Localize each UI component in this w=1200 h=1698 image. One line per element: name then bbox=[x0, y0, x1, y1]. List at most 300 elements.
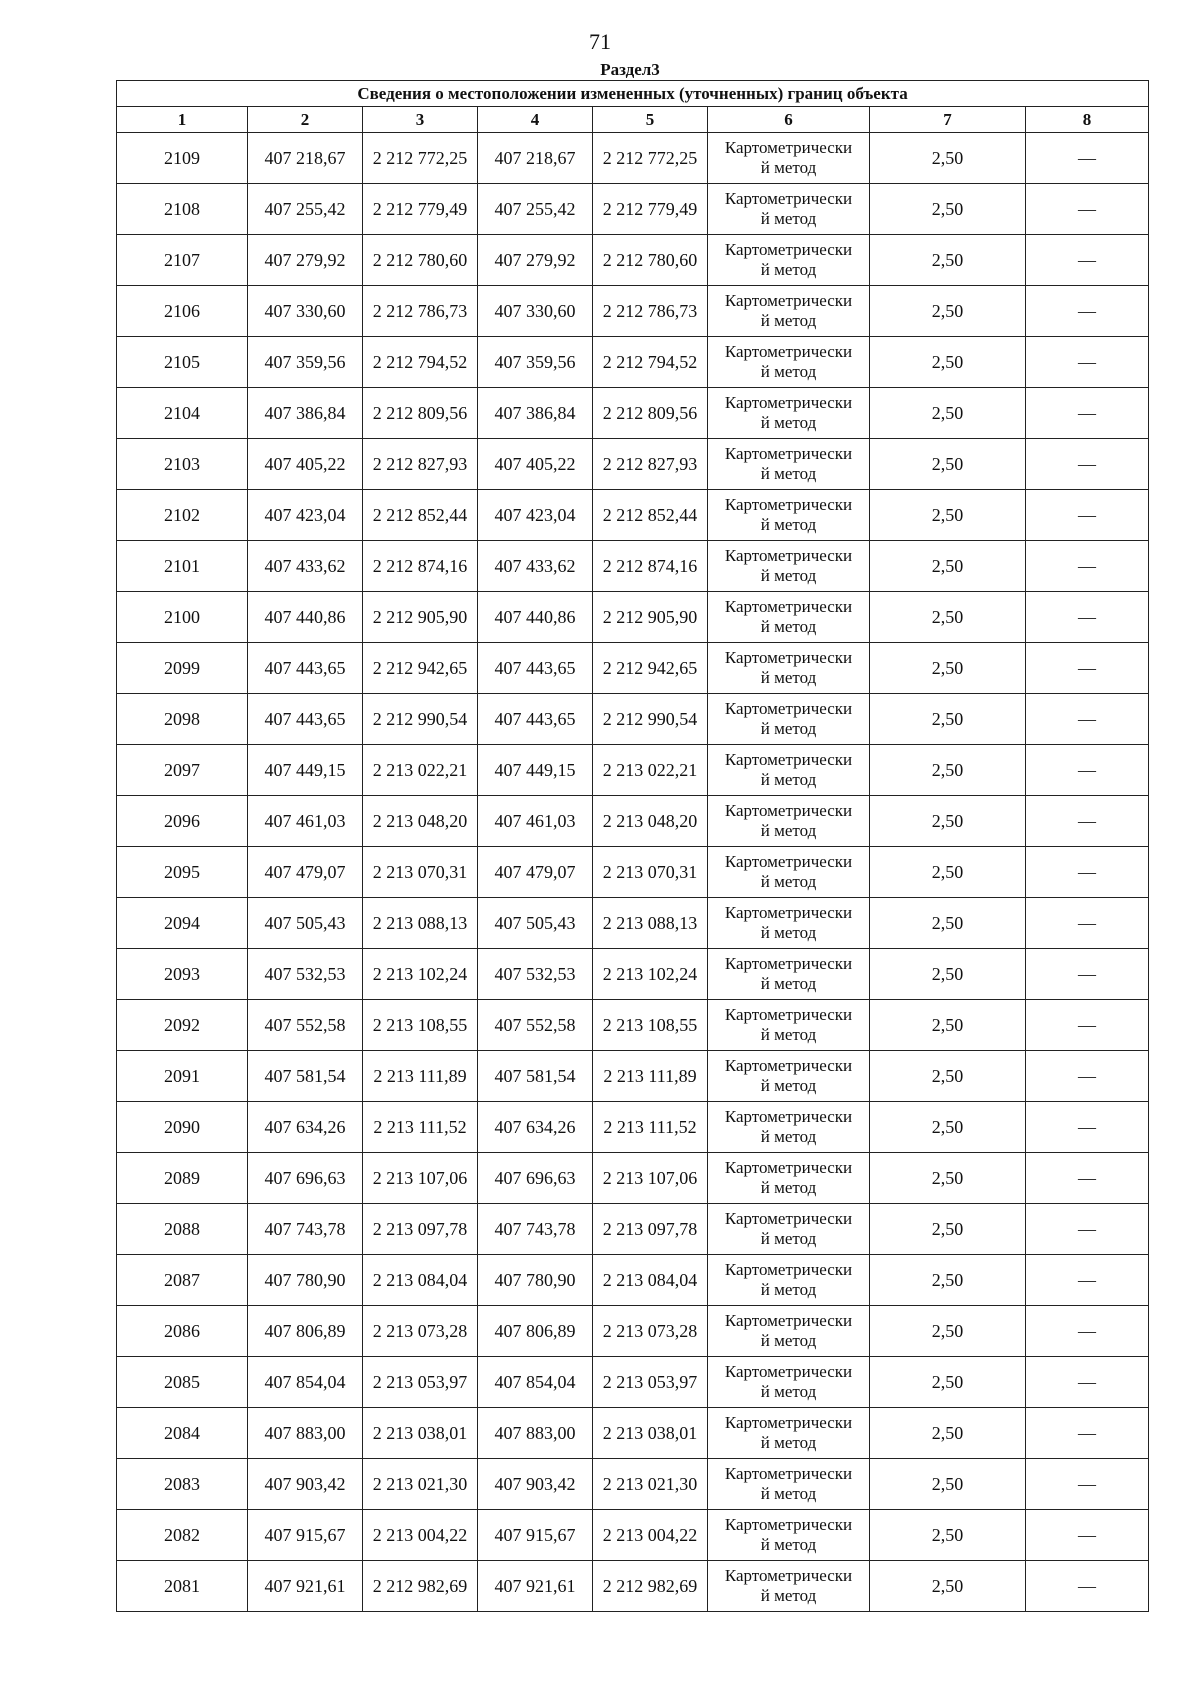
accuracy-cell: 2,50 bbox=[870, 184, 1026, 235]
y-existing-cell: 2 213 070,31 bbox=[363, 847, 478, 898]
x-existing-cell: 407 440,86 bbox=[248, 592, 363, 643]
table-row bbox=[117, 694, 1149, 745]
x-existing-cell: 407 903,42 bbox=[248, 1459, 363, 1510]
method-cell bbox=[708, 1408, 870, 1459]
method-cell bbox=[708, 847, 870, 898]
y-existing-cell: 2 212 772,25 bbox=[363, 133, 478, 184]
method-text-line2: й метод bbox=[760, 1586, 817, 1605]
table-row bbox=[117, 286, 1149, 337]
method-cell bbox=[708, 133, 870, 184]
y-refined-cell: 2 212 827,93 bbox=[593, 439, 708, 490]
method-text-line1: Картометрически bbox=[724, 1005, 853, 1024]
table-row bbox=[117, 1459, 1149, 1510]
note-cell: — bbox=[1026, 1408, 1149, 1459]
note-cell: — bbox=[1026, 439, 1149, 490]
x-refined-cell: 407 532,53 bbox=[478, 949, 593, 1000]
x-refined-cell: 407 279,92 bbox=[478, 235, 593, 286]
note-cell: — bbox=[1026, 337, 1149, 388]
method-text-line2: й метод bbox=[760, 464, 817, 483]
y-refined-cell: 2 213 048,20 bbox=[593, 796, 708, 847]
y-refined-cell: 2 213 070,31 bbox=[593, 847, 708, 898]
x-refined-cell: 407 386,84 bbox=[478, 388, 593, 439]
x-refined-cell: 407 581,54 bbox=[478, 1051, 593, 1102]
method-text-line1: Картометрически bbox=[724, 1107, 853, 1126]
x-existing-cell: 407 386,84 bbox=[248, 388, 363, 439]
accuracy-cell: 2,50 bbox=[870, 1102, 1026, 1153]
y-refined-cell: 2 213 021,30 bbox=[593, 1459, 708, 1510]
y-existing-cell: 2 212 780,60 bbox=[363, 235, 478, 286]
y-existing-cell: 2 212 794,52 bbox=[363, 337, 478, 388]
y-refined-cell: 2 212 874,16 bbox=[593, 541, 708, 592]
accuracy-cell: 2,50 bbox=[870, 286, 1026, 337]
method-cell bbox=[708, 1255, 870, 1306]
y-refined-cell: 2 212 779,49 bbox=[593, 184, 708, 235]
note-cell: — bbox=[1026, 1102, 1149, 1153]
point-cell: 2099 bbox=[117, 643, 248, 694]
x-refined-cell: 407 552,58 bbox=[478, 1000, 593, 1051]
x-refined-cell: 407 443,65 bbox=[478, 694, 593, 745]
y-refined-cell: 2 213 097,78 bbox=[593, 1204, 708, 1255]
table-row bbox=[117, 1408, 1149, 1459]
accuracy-cell: 2,50 bbox=[870, 745, 1026, 796]
accuracy-cell: 2,50 bbox=[870, 1255, 1026, 1306]
table-row bbox=[117, 745, 1149, 796]
method-cell bbox=[708, 694, 870, 745]
accuracy-cell: 2,50 bbox=[870, 490, 1026, 541]
accuracy-cell: 2,50 bbox=[870, 388, 1026, 439]
method-cell bbox=[708, 337, 870, 388]
column-number-8: 8 bbox=[1026, 107, 1149, 133]
note-cell: — bbox=[1026, 1306, 1149, 1357]
point-cell: 2103 bbox=[117, 439, 248, 490]
accuracy-cell: 2,50 bbox=[870, 337, 1026, 388]
x-refined-cell: 407 218,67 bbox=[478, 133, 593, 184]
accuracy-cell: 2,50 bbox=[870, 1561, 1026, 1612]
y-refined-cell: 2 213 038,01 bbox=[593, 1408, 708, 1459]
y-existing-cell: 2 213 107,06 bbox=[363, 1153, 478, 1204]
y-refined-cell: 2 212 905,90 bbox=[593, 592, 708, 643]
y-existing-cell: 2 213 053,97 bbox=[363, 1357, 478, 1408]
method-text-line1: Картометрически bbox=[724, 342, 853, 361]
column-number-1: 1 bbox=[117, 107, 248, 133]
point-cell: 2095 bbox=[117, 847, 248, 898]
note-cell: — bbox=[1026, 847, 1149, 898]
x-existing-cell: 407 479,07 bbox=[248, 847, 363, 898]
method-text-line2: й метод bbox=[760, 1535, 817, 1554]
accuracy-cell: 2,50 bbox=[870, 1459, 1026, 1510]
y-refined-cell: 2 212 982,69 bbox=[593, 1561, 708, 1612]
y-existing-cell: 2 213 111,52 bbox=[363, 1102, 478, 1153]
method-cell bbox=[708, 439, 870, 490]
y-refined-cell: 2 212 942,65 bbox=[593, 643, 708, 694]
method-cell bbox=[708, 1153, 870, 1204]
method-text-line2: й метод bbox=[760, 1331, 817, 1350]
y-existing-cell: 2 213 004,22 bbox=[363, 1510, 478, 1561]
method-text-line1: Картометрически bbox=[724, 750, 853, 769]
x-refined-cell: 407 921,61 bbox=[478, 1561, 593, 1612]
accuracy-cell: 2,50 bbox=[870, 592, 1026, 643]
x-existing-cell: 407 330,60 bbox=[248, 286, 363, 337]
note-cell: — bbox=[1026, 592, 1149, 643]
method-text-line2: й метод bbox=[760, 413, 817, 432]
y-existing-cell: 2 213 097,78 bbox=[363, 1204, 478, 1255]
method-cell bbox=[708, 1306, 870, 1357]
method-text-line1: Картометрически bbox=[724, 189, 853, 208]
method-text-line2: й метод bbox=[760, 821, 817, 840]
x-existing-cell: 407 806,89 bbox=[248, 1306, 363, 1357]
method-text-line2: й метод bbox=[760, 770, 817, 789]
method-text-line1: Картометрически bbox=[724, 1158, 853, 1177]
x-existing-cell: 407 449,15 bbox=[248, 745, 363, 796]
x-existing-cell: 407 581,54 bbox=[248, 1051, 363, 1102]
table-row bbox=[117, 490, 1149, 541]
method-text-line2: й метод bbox=[760, 668, 817, 687]
method-text-line1: Картометрически bbox=[724, 903, 853, 922]
point-cell: 2107 bbox=[117, 235, 248, 286]
x-refined-cell: 407 440,86 bbox=[478, 592, 593, 643]
table-body bbox=[117, 133, 1149, 1612]
method-cell bbox=[708, 541, 870, 592]
note-cell: — bbox=[1026, 1357, 1149, 1408]
note-cell: — bbox=[1026, 1561, 1149, 1612]
accuracy-cell: 2,50 bbox=[870, 541, 1026, 592]
method-text-line1: Картометрически bbox=[724, 1056, 853, 1075]
method-cell bbox=[708, 1000, 870, 1051]
y-existing-cell: 2 212 827,93 bbox=[363, 439, 478, 490]
y-refined-cell: 2 213 053,97 bbox=[593, 1357, 708, 1408]
method-text-line1: Картометрически bbox=[724, 495, 853, 514]
x-refined-cell: 407 405,22 bbox=[478, 439, 593, 490]
method-cell bbox=[708, 898, 870, 949]
point-cell: 2081 bbox=[117, 1561, 248, 1612]
x-existing-cell: 407 552,58 bbox=[248, 1000, 363, 1051]
note-cell: — bbox=[1026, 898, 1149, 949]
method-cell bbox=[708, 388, 870, 439]
table-row bbox=[117, 439, 1149, 490]
method-text-line1: Картометрически bbox=[724, 1362, 853, 1381]
table-row bbox=[117, 898, 1149, 949]
coordinates-table bbox=[116, 80, 1149, 1612]
column-number-3: 3 bbox=[363, 107, 478, 133]
method-cell bbox=[708, 286, 870, 337]
note-cell: — bbox=[1026, 796, 1149, 847]
y-existing-cell: 2 212 942,65 bbox=[363, 643, 478, 694]
y-existing-cell: 2 212 874,16 bbox=[363, 541, 478, 592]
method-cell bbox=[708, 1357, 870, 1408]
method-cell bbox=[708, 796, 870, 847]
method-text-line2: й метод bbox=[760, 362, 817, 381]
x-existing-cell: 407 743,78 bbox=[248, 1204, 363, 1255]
point-cell: 2108 bbox=[117, 184, 248, 235]
y-refined-cell: 2 213 088,13 bbox=[593, 898, 708, 949]
accuracy-cell: 2,50 bbox=[870, 1306, 1026, 1357]
table-row bbox=[117, 949, 1149, 1000]
point-cell: 2109 bbox=[117, 133, 248, 184]
x-refined-cell: 407 433,62 bbox=[478, 541, 593, 592]
point-cell: 2098 bbox=[117, 694, 248, 745]
x-existing-cell: 407 405,22 bbox=[248, 439, 363, 490]
column-number-4: 4 bbox=[478, 107, 593, 133]
method-cell bbox=[708, 592, 870, 643]
method-text-line1: Картометрически bbox=[724, 546, 853, 565]
accuracy-cell: 2,50 bbox=[870, 1204, 1026, 1255]
accuracy-cell: 2,50 bbox=[870, 949, 1026, 1000]
y-refined-cell: 2 213 108,55 bbox=[593, 1000, 708, 1051]
method-text-line1: Картометрически bbox=[724, 801, 853, 820]
x-existing-cell: 407 915,67 bbox=[248, 1510, 363, 1561]
method-text-line2: й метод bbox=[760, 158, 817, 177]
page-number: 71 bbox=[589, 29, 611, 54]
accuracy-cell: 2,50 bbox=[870, 898, 1026, 949]
method-cell bbox=[708, 949, 870, 1000]
x-refined-cell: 407 330,60 bbox=[478, 286, 593, 337]
method-text-line1: Картометрически bbox=[724, 597, 853, 616]
table-row bbox=[117, 643, 1149, 694]
point-cell: 2094 bbox=[117, 898, 248, 949]
x-existing-cell: 407 359,56 bbox=[248, 337, 363, 388]
accuracy-cell: 2,50 bbox=[870, 1051, 1026, 1102]
point-cell: 2083 bbox=[117, 1459, 248, 1510]
method-text-line1: Картометрически bbox=[724, 1464, 853, 1483]
method-cell bbox=[708, 643, 870, 694]
y-existing-cell: 2 212 990,54 bbox=[363, 694, 478, 745]
y-existing-cell: 2 213 084,04 bbox=[363, 1255, 478, 1306]
column-number-2: 2 bbox=[248, 107, 363, 133]
method-text-line1: Картометрически bbox=[724, 1209, 853, 1228]
y-existing-cell: 2 213 038,01 bbox=[363, 1408, 478, 1459]
y-refined-cell: 2 213 073,28 bbox=[593, 1306, 708, 1357]
method-text-line1: Картометрически bbox=[724, 444, 853, 463]
method-text-line1: Картометрически bbox=[724, 393, 853, 412]
method-cell bbox=[708, 490, 870, 541]
note-cell: — bbox=[1026, 1255, 1149, 1306]
x-existing-cell: 407 505,43 bbox=[248, 898, 363, 949]
method-text-line2: й метод bbox=[760, 1484, 817, 1503]
accuracy-cell: 2,50 bbox=[870, 439, 1026, 490]
table-row bbox=[117, 592, 1149, 643]
table-row bbox=[117, 1000, 1149, 1051]
x-existing-cell: 407 696,63 bbox=[248, 1153, 363, 1204]
x-refined-cell: 407 634,26 bbox=[478, 1102, 593, 1153]
table-row bbox=[117, 184, 1149, 235]
table-row bbox=[117, 1051, 1149, 1102]
x-existing-cell: 407 854,04 bbox=[248, 1357, 363, 1408]
method-cell bbox=[708, 184, 870, 235]
y-existing-cell: 2 212 982,69 bbox=[363, 1561, 478, 1612]
x-refined-cell: 407 696,63 bbox=[478, 1153, 593, 1204]
note-cell: — bbox=[1026, 184, 1149, 235]
y-existing-cell: 2 213 108,55 bbox=[363, 1000, 478, 1051]
y-existing-cell: 2 213 048,20 bbox=[363, 796, 478, 847]
x-refined-cell: 407 743,78 bbox=[478, 1204, 593, 1255]
point-cell: 2105 bbox=[117, 337, 248, 388]
table-row bbox=[117, 1102, 1149, 1153]
method-text-line1: Картометрически bbox=[724, 1413, 853, 1432]
point-cell: 2089 bbox=[117, 1153, 248, 1204]
note-cell: — bbox=[1026, 1000, 1149, 1051]
method-text-line2: й метод bbox=[760, 1127, 817, 1146]
method-text-line1: Картометрически bbox=[724, 699, 853, 718]
note-cell: — bbox=[1026, 1510, 1149, 1561]
y-refined-cell: 2 213 107,06 bbox=[593, 1153, 708, 1204]
accuracy-cell: 2,50 bbox=[870, 694, 1026, 745]
method-text-line1: Картометрически bbox=[724, 138, 853, 157]
x-existing-cell: 407 461,03 bbox=[248, 796, 363, 847]
point-cell: 2088 bbox=[117, 1204, 248, 1255]
x-refined-cell: 407 359,56 bbox=[478, 337, 593, 388]
point-cell: 2085 bbox=[117, 1357, 248, 1408]
method-text-line2: й метод bbox=[760, 515, 817, 534]
y-refined-cell: 2 212 809,56 bbox=[593, 388, 708, 439]
note-cell: — bbox=[1026, 694, 1149, 745]
note-cell: — bbox=[1026, 388, 1149, 439]
point-cell: 2082 bbox=[117, 1510, 248, 1561]
point-cell: 2091 bbox=[117, 1051, 248, 1102]
method-cell bbox=[708, 235, 870, 286]
method-text-line2: й метод bbox=[760, 1229, 817, 1248]
method-text-line2: й метод bbox=[760, 1382, 817, 1401]
table-row bbox=[117, 1255, 1149, 1306]
point-cell: 2096 bbox=[117, 796, 248, 847]
method-cell bbox=[708, 1102, 870, 1153]
table-row bbox=[117, 1306, 1149, 1357]
y-existing-cell: 2 212 809,56 bbox=[363, 388, 478, 439]
method-text-line2: й метод bbox=[760, 872, 817, 891]
y-refined-cell: 2 213 102,24 bbox=[593, 949, 708, 1000]
y-existing-cell: 2 213 111,89 bbox=[363, 1051, 478, 1102]
method-text-line2: й метод bbox=[760, 974, 817, 993]
x-existing-cell: 407 634,26 bbox=[248, 1102, 363, 1153]
accuracy-cell: 2,50 bbox=[870, 847, 1026, 898]
x-refined-cell: 407 915,67 bbox=[478, 1510, 593, 1561]
y-refined-cell: 2 213 084,04 bbox=[593, 1255, 708, 1306]
note-cell: — bbox=[1026, 133, 1149, 184]
column-number-5: 5 bbox=[593, 107, 708, 133]
y-existing-cell: 2 213 102,24 bbox=[363, 949, 478, 1000]
x-existing-cell: 407 433,62 bbox=[248, 541, 363, 592]
table-row bbox=[117, 1153, 1149, 1204]
x-refined-cell: 407 255,42 bbox=[478, 184, 593, 235]
y-existing-cell: 2 212 779,49 bbox=[363, 184, 478, 235]
note-cell: — bbox=[1026, 949, 1149, 1000]
method-text-line1: Картометрически bbox=[724, 1566, 853, 1585]
method-text-line2: й метод bbox=[760, 1076, 817, 1095]
point-cell: 2101 bbox=[117, 541, 248, 592]
method-text-line2: й метод bbox=[760, 719, 817, 738]
x-existing-cell: 407 218,67 bbox=[248, 133, 363, 184]
note-cell: — bbox=[1026, 541, 1149, 592]
y-refined-cell: 2 212 794,52 bbox=[593, 337, 708, 388]
point-cell: 2104 bbox=[117, 388, 248, 439]
method-cell bbox=[708, 1510, 870, 1561]
method-text-line2: й метод bbox=[760, 1433, 817, 1452]
method-text-line1: Картометрически bbox=[724, 648, 853, 667]
method-cell bbox=[708, 745, 870, 796]
section-title: Раздел3 bbox=[600, 60, 660, 79]
method-text-line2: й метод bbox=[760, 209, 817, 228]
note-cell: — bbox=[1026, 745, 1149, 796]
note-cell: — bbox=[1026, 1204, 1149, 1255]
point-cell: 2086 bbox=[117, 1306, 248, 1357]
method-text-line2: й метод bbox=[760, 617, 817, 636]
x-existing-cell: 407 443,65 bbox=[248, 643, 363, 694]
x-existing-cell: 407 423,04 bbox=[248, 490, 363, 541]
y-refined-cell: 2 212 786,73 bbox=[593, 286, 708, 337]
y-refined-cell: 2 213 111,52 bbox=[593, 1102, 708, 1153]
method-cell bbox=[708, 1459, 870, 1510]
y-existing-cell: 2 212 786,73 bbox=[363, 286, 478, 337]
method-cell bbox=[708, 1051, 870, 1102]
note-cell: — bbox=[1026, 1153, 1149, 1204]
y-refined-cell: 2 212 852,44 bbox=[593, 490, 708, 541]
accuracy-cell: 2,50 bbox=[870, 133, 1026, 184]
x-existing-cell: 407 780,90 bbox=[248, 1255, 363, 1306]
x-refined-cell: 407 443,65 bbox=[478, 643, 593, 694]
x-refined-cell: 407 423,04 bbox=[478, 490, 593, 541]
x-refined-cell: 407 780,90 bbox=[478, 1255, 593, 1306]
x-existing-cell: 407 255,42 bbox=[248, 184, 363, 235]
method-cell bbox=[708, 1561, 870, 1612]
y-refined-cell: 2 213 022,21 bbox=[593, 745, 708, 796]
table-row bbox=[117, 337, 1149, 388]
point-cell: 2100 bbox=[117, 592, 248, 643]
method-text-line2: й метод bbox=[760, 1280, 817, 1299]
method-cell bbox=[708, 1204, 870, 1255]
accuracy-cell: 2,50 bbox=[870, 235, 1026, 286]
accuracy-cell: 2,50 bbox=[870, 643, 1026, 694]
method-text-line1: Картометрически bbox=[724, 954, 853, 973]
table-row bbox=[117, 388, 1149, 439]
table-row bbox=[117, 235, 1149, 286]
method-text-line1: Картометрически bbox=[724, 852, 853, 871]
y-existing-cell: 2 213 088,13 bbox=[363, 898, 478, 949]
note-cell: — bbox=[1026, 1051, 1149, 1102]
note-cell: — bbox=[1026, 643, 1149, 694]
point-cell: 2097 bbox=[117, 745, 248, 796]
y-existing-cell: 2 213 022,21 bbox=[363, 745, 478, 796]
point-cell: 2093 bbox=[117, 949, 248, 1000]
note-cell: — bbox=[1026, 1459, 1149, 1510]
table-row bbox=[117, 847, 1149, 898]
x-existing-cell: 407 279,92 bbox=[248, 235, 363, 286]
x-refined-cell: 407 505,43 bbox=[478, 898, 593, 949]
accuracy-cell: 2,50 bbox=[870, 1153, 1026, 1204]
point-cell: 2102 bbox=[117, 490, 248, 541]
table-row bbox=[117, 1357, 1149, 1408]
x-refined-cell: 407 479,07 bbox=[478, 847, 593, 898]
point-cell: 2087 bbox=[117, 1255, 248, 1306]
method-text-line1: Картометрически bbox=[724, 1260, 853, 1279]
method-text-line2: й метод bbox=[760, 923, 817, 942]
y-refined-cell: 2 212 990,54 bbox=[593, 694, 708, 745]
column-number-7: 7 bbox=[870, 107, 1026, 133]
note-cell: — bbox=[1026, 490, 1149, 541]
table-row bbox=[117, 1510, 1149, 1561]
x-existing-cell: 407 443,65 bbox=[248, 694, 363, 745]
y-refined-cell: 2 212 780,60 bbox=[593, 235, 708, 286]
x-refined-cell: 407 806,89 bbox=[478, 1306, 593, 1357]
method-text-line2: й метод bbox=[760, 1025, 817, 1044]
accuracy-cell: 2,50 bbox=[870, 1000, 1026, 1051]
point-cell: 2084 bbox=[117, 1408, 248, 1459]
method-text-line2: й метод bbox=[760, 566, 817, 585]
accuracy-cell: 2,50 bbox=[870, 796, 1026, 847]
x-refined-cell: 407 461,03 bbox=[478, 796, 593, 847]
y-existing-cell: 2 213 021,30 bbox=[363, 1459, 478, 1510]
table-row bbox=[117, 1204, 1149, 1255]
x-existing-cell: 407 532,53 bbox=[248, 949, 363, 1000]
x-refined-cell: 407 449,15 bbox=[478, 745, 593, 796]
